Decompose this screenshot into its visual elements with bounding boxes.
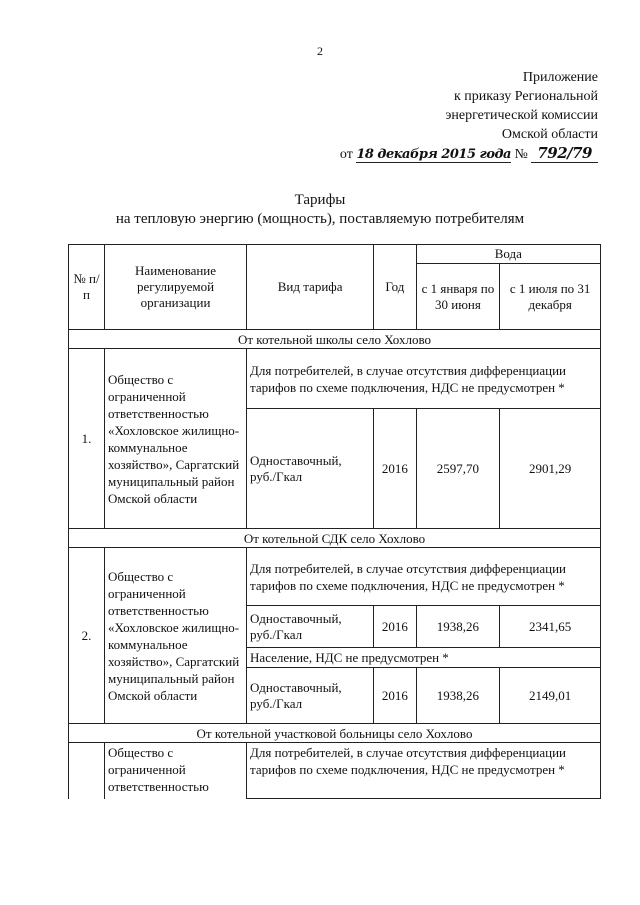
tariff-h2: 2901,29	[500, 409, 601, 529]
header-num: № п/п	[69, 245, 105, 330]
header-year: Год	[374, 245, 416, 330]
order-prefix: от	[339, 147, 353, 162]
appendix-block	[340, 68, 598, 164]
tariff-h2: 2149,01	[500, 668, 601, 724]
order-number-handwritten: 792/79	[531, 144, 598, 163]
consumer-condition: Население, НДС не предусмотрен *	[247, 648, 601, 668]
row-number	[69, 743, 105, 799]
order-date-handwritten: 18 декабря 2015 года	[356, 147, 511, 162]
header-period-2: с 1 июля по 31 декабря	[500, 264, 601, 330]
organization-name: Общество с ограниченной ответственностью «Хохловское жилищно-коммунальное хозяйство», Саргатский муниципальный район Омской области	[105, 548, 247, 724]
section-title: От котельной участковой больницы село Хохлово	[69, 724, 601, 743]
header-org: Наименование регулируемой организации	[105, 245, 247, 330]
organization-name: Общество с ограниченной ответственностью	[105, 743, 247, 799]
row-number: 1.	[69, 349, 105, 529]
title-line-1: Тарифы	[294, 192, 346, 208]
consumer-condition: Для потребителей, в случае отсутствия дифференциации тарифов по схеме подключения, НДС не предусмотрен *	[247, 548, 601, 606]
tariff-year: 2016	[374, 668, 416, 724]
tariff-h1: 1938,26	[416, 668, 500, 724]
tariff-type: Одноставочный, руб./Гкал	[247, 668, 374, 724]
tariff-year: 2016	[374, 606, 416, 648]
tariff-h1: 1938,26	[416, 606, 500, 648]
tariff-h1: 2597,70	[416, 409, 500, 529]
tariff-year: 2016	[374, 409, 416, 529]
title-line-2: на тепловую энергию (мощность), поставляемую потребителям	[115, 211, 525, 227]
organization-name: Общество с ограниченной ответственностью «Хохловское жилищно-коммунальное хозяйство», Саргатский муниципальный район Омской области	[105, 349, 247, 529]
consumer-condition: Для потребителей, в случае отсутствия дифференциации тарифов по схеме подключения, НДС не предусмотрен *	[247, 743, 601, 799]
appendix-line-3: энергетической комиссии	[445, 108, 598, 123]
header-tariff-type: Вид тарифа	[247, 245, 374, 330]
page-number: 2	[317, 44, 323, 58]
tariff-type: Одноставочный, руб./Гкал	[247, 409, 374, 529]
header-water: Вода	[416, 245, 600, 264]
section-title: От котельной школы село Хохлово	[69, 330, 601, 349]
appendix-line-4: Омской области	[501, 127, 598, 142]
document-title	[0, 191, 640, 229]
order-line	[340, 144, 598, 164]
consumer-condition: Для потребителей, в случае отсутствия дифференциации тарифов по схеме подключения, НДС не предусмотрен *	[247, 349, 601, 409]
appendix-line-1: Приложение	[522, 70, 598, 85]
appendix-line-2: к приказу Региональной	[453, 89, 598, 104]
section-title: От котельной СДК село Хохлово	[69, 529, 601, 548]
row-number: 2.	[69, 548, 105, 724]
tariff-h2: 2341,65	[500, 606, 601, 648]
order-number-label: №	[514, 147, 528, 162]
header-period-1: с 1 января по 30 июня	[416, 264, 500, 330]
tariff-table	[68, 244, 601, 799]
tariff-type: Одноставочный, руб./Гкал	[247, 606, 374, 648]
